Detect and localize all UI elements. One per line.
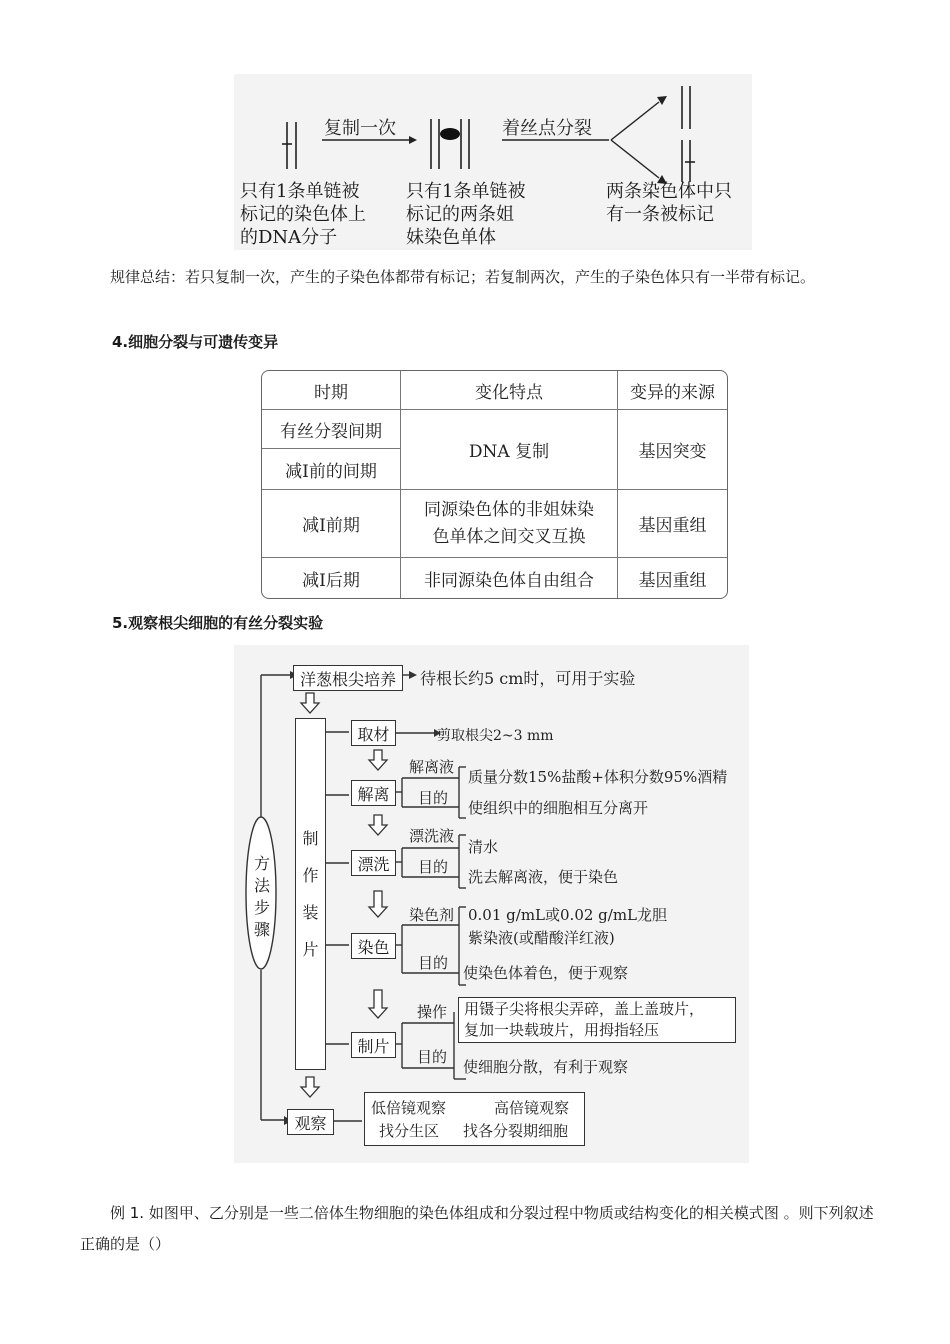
cell-feature-multiline — [401, 490, 617, 557]
caption-1-line: 只有1条单链被 — [240, 181, 360, 202]
slide-purpose: 使细胞分散，有利于观察 — [463, 1058, 629, 1076]
rinse-liquid: 清水 — [468, 838, 499, 856]
stain-agent-line2: 紫染液(或醋酸洋红液) — [468, 929, 615, 947]
caption-2-line: 只有1条单链被 — [406, 181, 526, 202]
cell-period: 减Ⅰ后期 — [302, 570, 360, 591]
making-char: 片 — [302, 940, 319, 959]
slide-op-box — [458, 997, 736, 1043]
header-period: 时期 — [314, 382, 348, 403]
low-power-label: 低倍镜观察 — [371, 1099, 447, 1117]
dissociate-purpose: 使组织中的细胞相互分离开 — [468, 799, 649, 817]
find-cells-label: 找各分裂期细胞 — [463, 1122, 569, 1140]
rinse-purpose: 洗去解离液，便于染色 — [468, 868, 619, 886]
caption-1-line: 的DNA分子 — [240, 227, 338, 248]
caption-3-line: 两条染色体中只 — [606, 181, 732, 202]
variation-table — [261, 370, 728, 599]
arrow1-label: 复制一次 — [324, 118, 396, 139]
take-note: 剪取根尖2~3 mm — [437, 728, 554, 744]
section5-heading: 5.观察根尖细胞的有丝分裂实验 — [112, 614, 324, 632]
stain-purpose-label: 目的 — [418, 954, 449, 972]
cell-period: 有丝分裂间期 — [280, 421, 382, 442]
cell-source: 基因重组 — [638, 516, 707, 536]
stain-box: 染色 — [351, 933, 396, 959]
stain-purpose: 使染色体着色，便于观察 — [463, 964, 629, 982]
observe-detail-box — [364, 1092, 585, 1146]
mitosis-experiment-flowchart — [234, 645, 749, 1163]
stain-agent-label: 染色剂 — [409, 906, 455, 924]
dissociate-purpose-label: 目的 — [418, 789, 449, 807]
method-steps-label — [253, 853, 271, 941]
rinse-box: 漂洗 — [351, 850, 396, 876]
rinse-liquid-label: 漂洗液 — [409, 827, 455, 845]
making-char: 制 — [302, 829, 319, 848]
making-char: 装 — [302, 903, 319, 922]
dissociate-liquid-label: 解离液 — [409, 758, 455, 776]
caption-3-line: 有一条被标记 — [606, 204, 714, 225]
chromosome-labeling-figure — [234, 74, 752, 250]
section4-heading: 4.细胞分裂与可遗传变异 — [112, 333, 279, 351]
cell-feature-line: 同源染色体的非姐妹染 — [424, 499, 594, 520]
cell-source: 基因重组 — [638, 570, 707, 591]
cell-feature: DNA 复制 — [468, 442, 550, 462]
high-power-label: 高倍镜观察 — [494, 1099, 570, 1117]
slide-op-label: 操作 — [417, 1003, 448, 1021]
observe-box: 观察 — [287, 1109, 334, 1135]
making-slides-box — [295, 718, 326, 1070]
method-char: 法 — [253, 876, 270, 895]
cell-source: 基因突变 — [638, 442, 707, 462]
cell-feature-line: 色单体之间交叉互换 — [432, 526, 586, 547]
caption-2 — [406, 180, 525, 249]
slide-box: 制片 — [351, 1032, 396, 1058]
cell-period: 减Ⅰ前期 — [302, 516, 360, 536]
caption-2-line: 妹染色单体 — [406, 227, 496, 248]
header-source: 变异的来源 — [630, 382, 715, 403]
method-char: 步 — [253, 898, 270, 917]
making-char: 作 — [302, 866, 319, 885]
cell-feature: 非同源染色体自由组合 — [424, 570, 594, 591]
caption-1 — [240, 180, 366, 249]
header-feature: 变化特点 — [475, 382, 543, 403]
cell-period: 减Ⅰ前的间期 — [285, 461, 377, 482]
method-char: 骤 — [253, 920, 270, 939]
caption-2-line: 标记的两条姐 — [406, 204, 514, 225]
stain-agent-line1: 0.01 g/mL或0.02 g/mL龙胆 — [468, 906, 668, 924]
rinse-purpose-label: 目的 — [418, 858, 449, 876]
caption-3 — [606, 180, 732, 226]
slide-purpose-label: 目的 — [417, 1048, 448, 1066]
caption-1-line: 标记的染色体上 — [240, 204, 366, 225]
slide-op-line: 用镊子尖将根尖弄碎，盖上盖玻片， — [464, 1000, 705, 1018]
culture-box: 洋葱根尖培养 — [293, 665, 403, 691]
culture-note: 待根长约5 cm时，可用于实验 — [420, 669, 636, 688]
method-char: 方 — [253, 854, 270, 873]
example-1: 例 1. 如图甲、乙分别是一些二倍体生物细胞的染色体组成和分裂过程中物质或结构变化的相关模式图 。则下列叙述正确的是（） — [80, 1204, 874, 1253]
arrow2-label: 着丝点分裂 — [502, 118, 592, 139]
slide-op-line: 复加一块载玻片，用拇指轻压 — [464, 1021, 660, 1039]
dissociate-box: 解离 — [351, 780, 396, 806]
take-box: 取材 — [351, 720, 396, 746]
rule-summary: 规律总结：若只复制一次，产生的子染色体都带有标记；若复制两次，产生的子染色体只有一半带有标记。 — [110, 268, 816, 286]
dissociate-liquid: 质量分数15%盐酸+体积分数95%酒精 — [468, 768, 728, 786]
find-zone-label: 找分生区 — [379, 1122, 440, 1140]
